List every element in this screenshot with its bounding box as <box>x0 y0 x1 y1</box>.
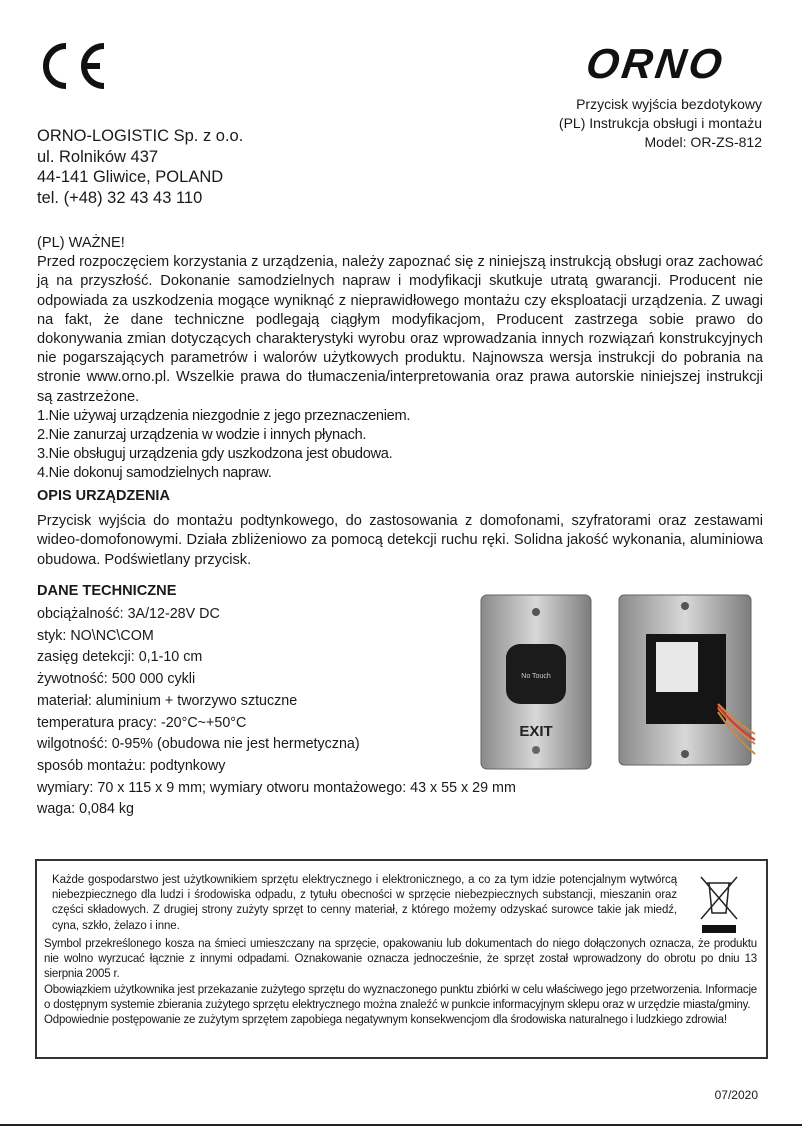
revision-date: 07/2020 <box>714 1088 758 1102</box>
spec-item: wilgotność: 0-95% (obudowa nie jest hermetyczna) <box>37 736 360 753</box>
no-touch-label: No Touch <box>521 673 551 680</box>
company-name: ORNO-LOGISTIC Sp. z o.o. <box>37 127 244 145</box>
exit-label: EXIT <box>519 723 553 740</box>
spec-item: zasięg detekcji: 0,1-10 cm <box>37 649 203 666</box>
disposal-paragraph: Obowiązkiem użytkownika jest przekazanie zużytego sprzętu do wyznaczonego punktu zbiórki w celu właściwego jego przetworzenia. Informacje o dostępnym systemie zbierania zużytego sprzętu elektrycznego można znaleźć w punkcie informacyjnym sklepu oraz w urzędzie miasta/gminy. <box>44 983 757 1011</box>
product-back-photo <box>618 594 756 766</box>
important-title: (PL) WAŻNE! <box>37 235 125 251</box>
phone: tel. (+48) 32 43 43 110 <box>37 188 203 207</box>
description-body: Przycisk wyjścia do montażu podtynkowego, do zastosowania z domofonami, szyfratorami oraz zestawami wideo-domofonowymi. Działa zbliżeniowo za pomocą detekcji ruchu ręki. Solidna jakość wykonania, aluminiowa obudowa. Podświetlany przycisk. <box>37 513 763 568</box>
specs-heading: DANE TECHNICZNE <box>37 583 177 599</box>
important-section <box>37 234 763 484</box>
important-body: Przed rozpoczęciem korzystania z urządzenia, należy zapoznać się z niniejszą instrukcją obsługi oraz zachować ją na przyszłość. Dokonanie samodzielnych napraw i modyfikacji skutkuje utratą gwarancji. Producent nie odpowiada za uszkodzenia mogące wyniknąć z nieprawidłowego montażu czy eksploatacji urządzenia. Z uwagi na fakt, że dane techniczne podlegają ciągłym modyfikacjom, Producent zastrzega sobie prawo do dokonywania zmian dotyczących charakterystyki wyrobu oraz wprowadzania innych rozwiązań konstrukcyjnych nie pogarszających parametrów i walorów użytkowych produktu. Najnowsza wersja instrukcji do pobrania na stronie www.orno.pl. Wszelkie prawa do tłumaczenia/interpretowania oraz prawa autorskie niniejszej instrukcji są zastrzeżone. <box>37 254 763 405</box>
ce-mark-logo <box>34 40 114 102</box>
specs-list <box>37 604 516 821</box>
spec-item: obciążalność: 3A/12-28V DC <box>37 606 220 622</box>
rule-item: 4.Nie dokonuj samodzielnych napraw. <box>37 465 272 482</box>
disposal-paragraph: Każde gospodarstwo jest użytkownikiem sprzętu elektrycznego i elektronicznego, a co za tym idzie potencjalnym wytwórcą niebezpiecznego dla ludzi i środowiska odpadu, z tytułu obecności w sprzęcie niebezpiecznych substancji, mieszanin oraz części składowych. Z drugiej strony zużyty sprzęt to cenny materiał, z którego możemy odzyskać surowce takie jak miedź, cyna, szkło, żelazo i inne. <box>52 874 677 932</box>
rule-item: 1.Nie używaj urządzenia niezgodnie z jego przeznaczeniem. <box>37 407 411 424</box>
product-front-photo <box>480 594 592 770</box>
spec-item: styk: NO\NC\COM <box>37 627 154 644</box>
svg-text:ORNO: ORNO <box>588 40 728 86</box>
spec-item: żywotność: 500 000 cykli <box>37 671 196 688</box>
street: ul. Rolników 437 <box>37 147 159 166</box>
description-heading: OPIS URZĄDZENIA <box>37 488 170 504</box>
rule-item: 3.Nie obsługuj urządzenia gdy uszkodzona jest obudowa. <box>37 446 393 463</box>
disposal-paragraph: Odpowiednie postępowanie ze zużytym sprzętem zapobiega negatywnym konsekwencjom dla środowiska naturalnego i ludzkiego zdrowia! <box>44 1014 727 1027</box>
city: 44-141 Gliwice, POLAND <box>37 168 224 186</box>
spec-item: wymiary: 70 x 115 x 9 mm; wymiary otworu montażowego: 43 x 55 x 29 mm <box>37 779 516 796</box>
product-name: Przycisk wyjścia bezdotykowy <box>576 96 762 112</box>
spec-item: temperatura pracy: -20°C~+50°C <box>37 714 247 731</box>
description-section <box>37 487 763 570</box>
orno-logo <box>588 40 763 86</box>
bottom-divider <box>0 1124 802 1126</box>
crossed-bin-icon <box>699 875 739 935</box>
company-address <box>37 126 243 208</box>
rule-item: 2.Nie zanurzaj urządzenia w wodzie i innych płynach. <box>37 427 367 444</box>
disposal-info-box <box>35 859 768 1059</box>
spec-item: materiał: aluminium + tworzywo sztuczne <box>37 692 298 709</box>
spec-item: waga: 0,084 kg <box>37 801 134 818</box>
model-number: Model: OR-ZS-812 <box>644 134 762 150</box>
disposal-paragraph: Symbol przekreślonego kosza na śmieci umieszczany na sprzęcie, opakowaniu lub dokumentach do niego dołączonych oznacza, że produktu nie wolno wyrzucać łącznie z innymi odpadami. Oznakowanie oznacza jednocześnie, że sprzęt został wprowadzony do obrotu po dniu 13 sierpnia 2005 r. <box>44 938 757 981</box>
manual-title: (PL) Instrukcja obsługi i montażu <box>558 115 762 131</box>
document-header <box>559 95 762 152</box>
spec-item: sposób montażu: podtynkowy <box>37 757 226 774</box>
